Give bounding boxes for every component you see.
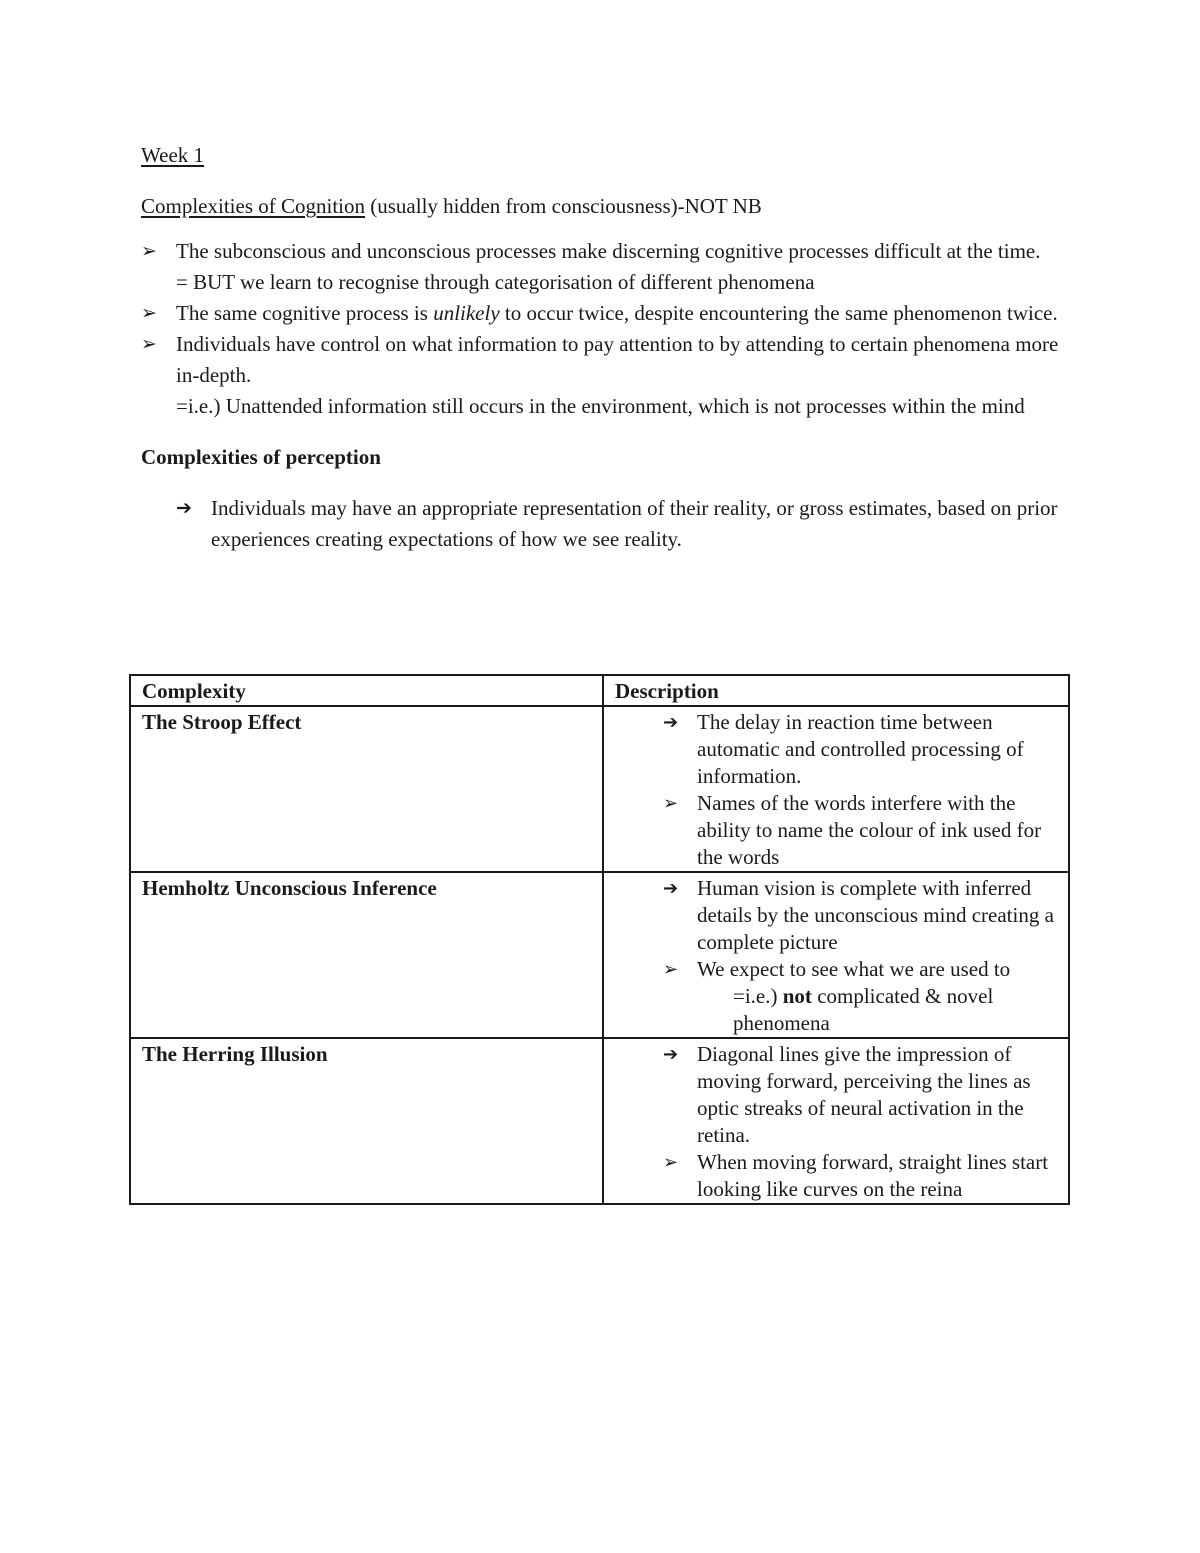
list-item: ➢ We expect to see what we are used to =i.e.) not complicated & novel phenomena — [615, 956, 1058, 1037]
complexity-description — [603, 706, 1069, 872]
complexity-description — [603, 872, 1069, 1038]
perception-arrow-paragraph: ➔ Individuals may have an appropriate representation of their reality, or gross estimates, based on prior experiences creating expectations of how we see reality. — [141, 493, 1071, 555]
list-item: ➔ The delay in reaction time between automatic and controlled processing of information. — [663, 710, 1024, 788]
sub-note: =i.e.) Unattended information still occurs in the environment, which is not processes within the mind — [176, 394, 1025, 418]
list-item: ➢ Names of the words interfere with the ability to name the colour of ink used for the words — [663, 791, 1042, 869]
bold-text: not — [782, 984, 812, 1008]
list-item: ➢ The subconscious and unconscious processes make discerning cognitive processes difficult at the time. = BUT we learn to recognise through categorisation of different phenomena — [141, 236, 1071, 298]
complexity-table — [129, 674, 1070, 1205]
document-page — [141, 140, 1071, 555]
table-header-row — [130, 675, 1069, 706]
cognition-title: Complexities of Cognition — [141, 194, 365, 218]
sub-note: =i.e.) not complicated & novel phenomena — [733, 984, 994, 1035]
arrowhead-bullet-icon: ➢ — [663, 959, 679, 980]
cognition-heading — [141, 191, 1071, 222]
cognition-bullet-list — [141, 236, 1071, 422]
cognition-title-suffix: (usually hidden from consciousness)-NOT NB — [365, 194, 762, 218]
right-arrow-icon: ➔ — [176, 497, 192, 519]
table-row — [130, 706, 1069, 872]
list-item: ➔ Diagonal lines give the impression of moving forward, perceiving the lines as optic streaks of neural activation in the retina. — [663, 1042, 1031, 1147]
list-item: ➢ Individuals have control on what information to pay attention to by attending to certain phenomena more in-depth. =i.e.) Unattended information still occurs in the environment, which is not processes within the mind — [141, 329, 1071, 422]
complexity-name: The Herring Illusion — [130, 1038, 603, 1204]
table-row — [130, 872, 1069, 1038]
right-arrow-icon: ➔ — [663, 878, 679, 899]
sub-note: = BUT we learn to recognise through categorisation of different phenomena — [176, 270, 815, 294]
arrowhead-bullet-icon: ➢ — [663, 793, 679, 814]
week-heading: Week 1 — [141, 143, 205, 167]
arrowhead-bullet-icon: ➢ — [663, 1152, 679, 1173]
list-item: ➔ Human vision is complete with inferred details by the unconscious mind creating a complete picture — [663, 876, 1054, 954]
list-item: ➢ When moving forward, straight lines start looking like curves on the reina — [663, 1150, 1049, 1201]
complexity-name: The Stroop Effect — [130, 706, 603, 872]
table-row — [130, 1038, 1069, 1204]
emphasis-text: unlikely — [433, 301, 500, 325]
complexity-description — [603, 1038, 1069, 1204]
arrowhead-bullet-icon: ➢ — [141, 302, 157, 324]
column-header-complexity: Complexity — [130, 675, 603, 706]
right-arrow-icon: ➔ — [663, 712, 679, 733]
perception-heading: Complexities of perception — [141, 445, 381, 469]
arrowhead-bullet-icon: ➢ — [141, 240, 157, 262]
column-header-description: Description — [603, 675, 1069, 706]
right-arrow-icon: ➔ — [663, 1044, 679, 1065]
list-item: ➢ The same cognitive process is unlikely to occur twice, despite encountering the same phenomenon twice. — [141, 298, 1071, 329]
arrowhead-bullet-icon: ➢ — [141, 333, 157, 355]
complexity-name: Hemholtz Unconscious Inference — [130, 872, 603, 1038]
